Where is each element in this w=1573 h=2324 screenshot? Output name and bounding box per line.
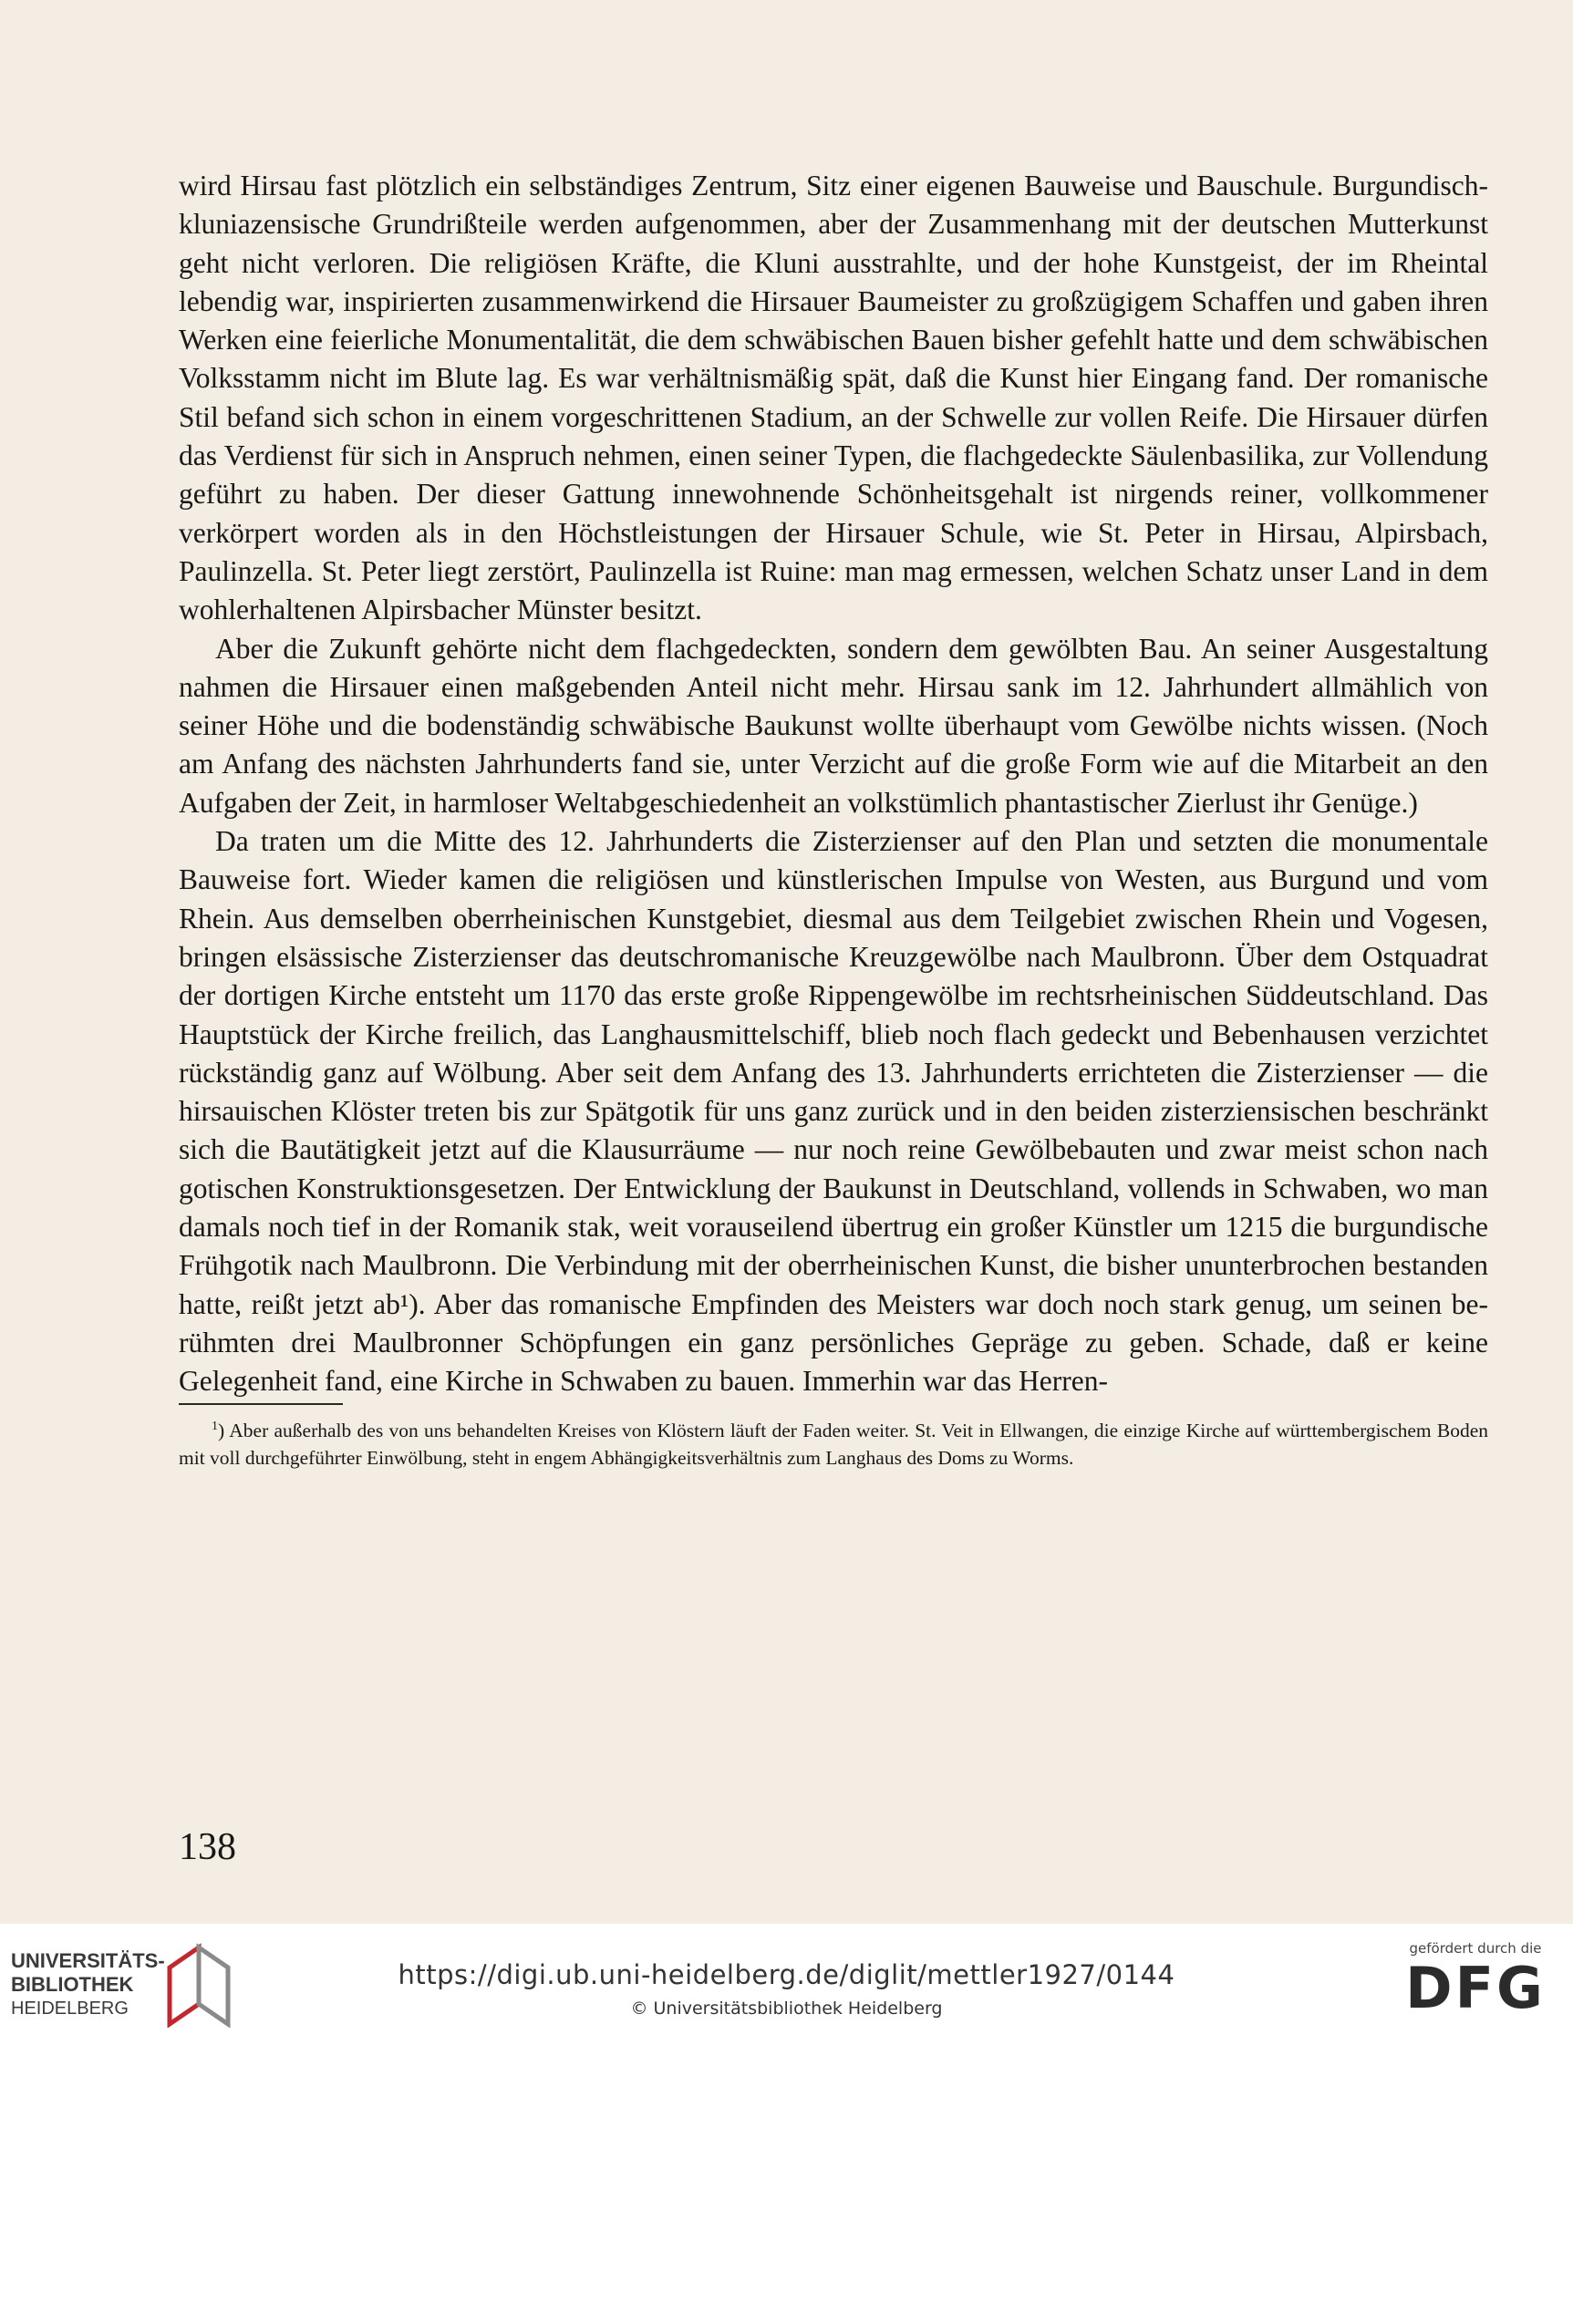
document-url-link[interactable]: https://digi.ub.uni-heidelberg.de/diglit/mettler1927/0144 xyxy=(398,1959,1175,1990)
dfg-caption: gefördert durch die xyxy=(1409,1940,1542,1957)
footnote-text: Aber außerhalb des von uns behandelten Kreises von Klöstern läuft der Faden weiter. St. Veit in Ellwangen, die einzige Kirche auf württembergischem Boden mit voll durchgeführter Einwölbung, steht in engem Abhängigkeitsverhältnis zum Langhaus des Doms zu Worms. xyxy=(179,1420,1488,1470)
dfg-logo[interactable] xyxy=(1384,1940,1567,2031)
body-text xyxy=(179,167,1488,1401)
copyright-notice: © Universitätsbibliothek Heidelberg xyxy=(630,1999,943,2019)
page-number: 138 xyxy=(179,1826,236,1868)
paragraph-1: wird Hirsau fast plötzlich ein selbständiges Zentrum, Sitz einer eigenen Bauweise und Bauschule. Burgundisch-kluniazensische Grundrißteile werden aufgenommen, aber der Zusammenhang mit der deutschen Mutterkunst geht nicht verloren. Die religiösen Kräfte, die Kluni ausstrahlte, und der hohe Kunstgeist, der im Rheintal lebendig war, inspirierten zusammenwirkend die Hirsauer Baumeister zu großzügigem Schaffen und gaben ihren Werken eine feierliche Monumentalität, die dem schwäbischen Bauen bisher gefehlt hatte und dem schwäbischen Volksstamm nicht im Blute lag. Es war verhältnismäßig spät, daß die Kunst hier Eingang fand. Der romanische Stil befand sich schon in einem vorgeschrittenen Stadium, an der Schwelle zur vollen Reife. Die Hirsauer dürfen das Verdienst für sich in Anspruch nehmen, einen seiner Typen, die flachgedeckte Säulenbasilika, zur Vollendung geführt zu haben. Der dieser Gattung innewohnende Schönheitsgehalt ist nirgends reiner, vollkommener verkörpert worden als in den Höchstleistungen der Hirsauer Schule, wie St. Peter in Hirsau, Alpirsbach, Paulinzella. St. Peter liegt zerstört, Paulinzella ist Ruine: man mag ermessen, welchen Schatz unser Land in dem wohlerhaltenen Alpirsbacher Münster besitzt. xyxy=(179,170,1488,626)
paragraph-2: Aber die Zukunft gehörte nicht dem flachgedeckten, sondern dem gewölbten Bau. An seiner Ausgestaltung nahmen die Hirsauer einen maßgebenden Anteil nicht mehr. Hirsau sank im 12. Jahrhundert allmählich von seiner Höhe und die bodenständig schwäbische Baukunst wollte überhaupt vom Gewölbe nichts wissen. (Noch am Anfang des nächsten Jahrhunderts fand sie, unter Verzicht auf die große Form wie auf die Mitarbeit an den Aufgaben der Zeit, in harmloser Weltabgeschiedenheit an volkstümlich phantastischer Zierlust ihr Genüge.) xyxy=(179,632,1488,819)
library-logo-line-1: UNIVERSITÄTS- xyxy=(11,1949,165,1972)
dfg-wordmark: DFG xyxy=(1405,1955,1546,2021)
library-logo-line-2: BIBLIOTHEK xyxy=(11,1973,134,1996)
footnote-marker: 1 xyxy=(212,1420,218,1433)
footnote-divider xyxy=(179,1403,343,1405)
library-logo-line-3: HEIDELBERG xyxy=(11,1999,129,2019)
paragraph-3: Da traten um die Mitte des 12. Jahrhunderts die Zisterzienser auf den Plan und setzten die monumentale Bauweise fort. Wieder kamen die religiösen und künstlerischen Impulse von Westen, aus Burgund und vom Rhein. Aus demselben oberrheinischen Kunstgebiet, diesmal aus dem Teilgebiet zwischen Rhein und Vogesen, bringen elsässische Zisterzienser das deutschromanische Kreuzgewölbe nach Maulbronn. Über dem Ostquadrat der dortigen Kirche entsteht um 1170 das erste große Rippengewölbe im rechtsrheinischen Süddeutschland. Das Hauptstück der Kirche freilich, das Langhausmittelschiff, blieb noch flach gedeckt und Bebenhausen verzichtet rückständig ganz auf Wölbung. Aber seit dem Anfang des 13. Jahrhunderts errichteten die Zisterzienser — die hirsauischen Klöster treten bis zur Spätgotik für uns ganz zurück und in den beiden zisterziensischen beschränkt sich die Bautätigkeit jetzt auf die Klausurräume — nur noch reine Gewölbebauten und zwar meist schon nach gotischen Konstruktionsgesetzen. Der Entwicklung der Baukunst in Deutschland, vollends in Schwaben, wo man damals noch tief in der Romanik stak, weit vorauseilend übertrug ein großer Künstler um 1215 die burgundische Frühgotik nach Maulbronn. Die Verbindung mit der oberrheinischen Kunst, die bisher ununterbrochen bestanden hatte, reißt jetzt ab¹). Aber das romanische Empfinden des Meisters war doch noch stark genug, um seinen berühmten drei Maulbronner Schöpfungen ein ganz persönliches Gepräge zu geben. Schade, daß er keine Gelegenheit fand, eine Kirche in Schwaben zu bauen. Immerhin war das Herren- xyxy=(179,825,1488,1398)
footnote: $^1$) Aber außerhalb des von uns behandelten Kreises von Klöstern läuft der Faden weiter. St. Veit in Ellwangen, die einzige Kirche auf württembergischem Boden mit voll durchgeführter Einwölbung, steht in engem Abhängigkeitsverhältnis zum Langhaus des Doms zu Worms. xyxy=(179,1420,1488,1470)
